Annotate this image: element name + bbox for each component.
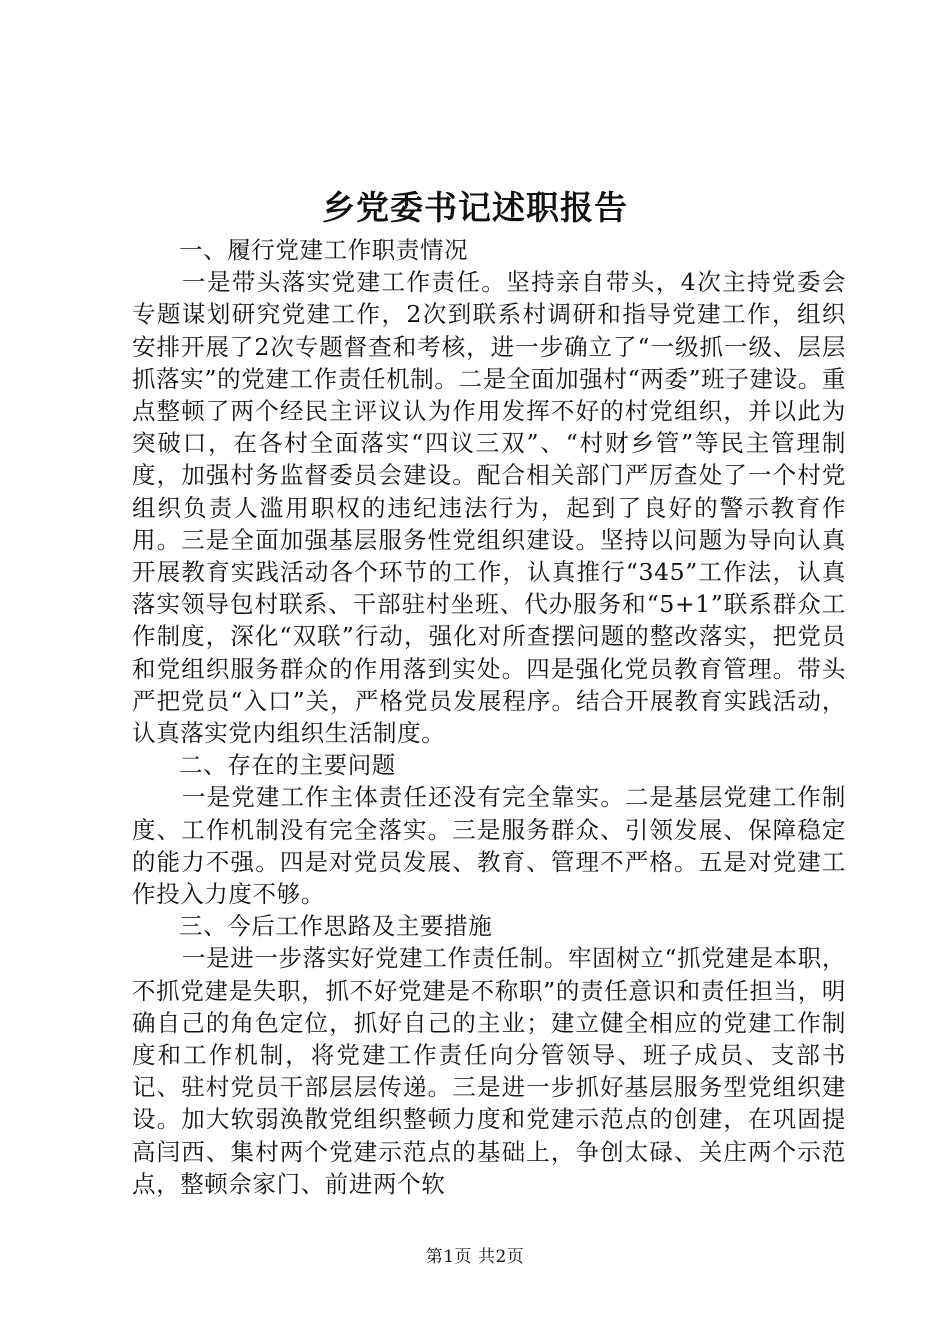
section-heading-2: 二、存在的主要问题 (179, 751, 396, 780)
section-heading-3: 三、今后工作思路及主要措施 (179, 912, 493, 941)
section-1-paragraph: 一是带头落实党建工作责任。坚持亲自带头，4次主持党委会专题谋划研究党建工作，2次到联系村调研和指导党建工作，组织安排开展了2次专题督查和考核，进一步确立了“一级抓一级、层层抓落实”的党建工作责任机制。二是全面加强村“两委”班子建设。重点整顿了两个经民主评议认为作用发挥不好的村党组织，并以此为突破口，在各村全面落实“四议三双”、“村财乡管”等民主管理制度，加强村务监督委员会建设。配合相关部门严厉查处了一个村党组织负责人滥用职权的违纪违法行为，起到了良好的警示教育作用。三是全面加强基层服务性党组织建设。坚持以问题为导向认真开展教育实践活动各个环节的工作，认真推行“345”工作法，认真落实领导包村联系、干部驻村坐班、代办服务和“5+1”联系群众工作制度，深化“双联”行动，强化对所查摆问题的整改落实，把党员和党组织服务群众的作用落到实处。四是强化党员教育管理。带头严把党员“入口”关，严格党员发展程序。结合开展教育实践活动，认真落实党内组织生活制度。 (132, 268, 846, 748)
section-2-paragraph: 一是党建工作主体责任还没有完全靠实。二是基层党建工作制度、工作机制没有完全落实。三是服务群众、引领发展、保障稳定的能力不强。四是对党员发展、教育、管理不严格。五是对党建工作投入力度不够。 (132, 783, 846, 909)
document-title: 乡党委书记述职报告 (322, 188, 628, 227)
document-body (132, 234, 846, 1200)
section-heading-1: 一、履行党建工作职责情况 (179, 236, 469, 264)
section-3-paragraph: 一是进一步落实好党建工作责任制。牢固树立“抓党建是本职，不抓党建是失职，抓不好党建是不称职”的责任意识和责任担当，明确自己的角色定位，抓好自己的主业；建立健全相应的党建工作制度和工作机制，将党建工作责任向分管领导、班子成员、支部书记、驻村党员干部层层传递。三是进一步抓好基层服务型党组织建设。加大软弱涣散党组织整顿力度和党建示范点的创建，在巩固提高闫西、集村两个党建示范点的基础上，争创太碌、关庄两个示范点，整顿佘家门、前进两个软 (132, 944, 846, 1198)
page-number-footer: 第1页 共2页 (425, 1247, 525, 1267)
